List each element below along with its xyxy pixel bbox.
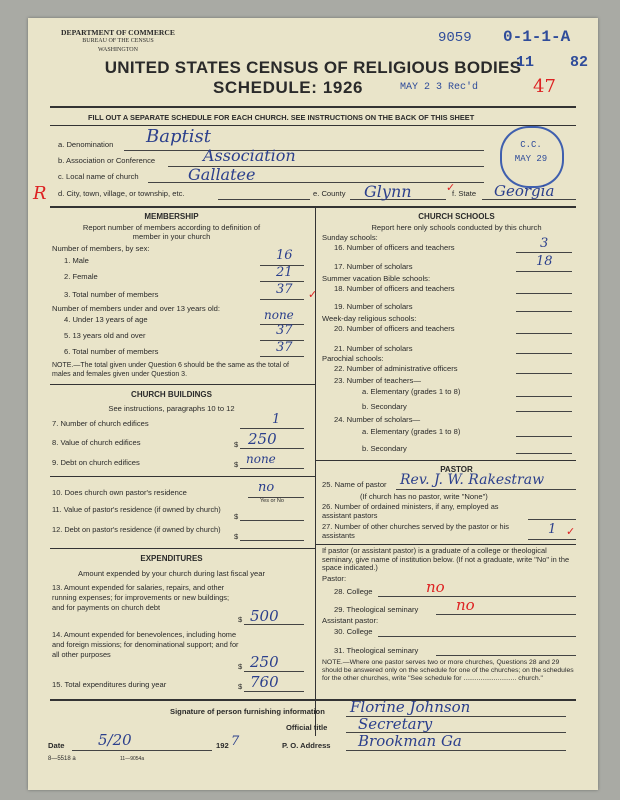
title-value: Secretary (358, 715, 433, 733)
q18-line (516, 293, 572, 294)
q28-value: no (426, 578, 445, 596)
denomination-value: Baptist (146, 126, 211, 147)
q11-dollar: $ (234, 512, 239, 521)
membership-heading: MEMBERSHIP (144, 212, 199, 221)
pastor-note: NOTE.—Where one pastor serves two or more churches, Questions 28 and 29 should be answered only on the schedule for one of the churches; on the schedules for the other churches, write "See schedule for ............................ church." (322, 659, 574, 682)
expenditures-rule (50, 548, 315, 549)
q5-label: 5. 13 years old and over (64, 331, 146, 340)
q9-label: 9. Debt on church edifices (52, 458, 140, 467)
membership-sub2: member in your church (132, 232, 211, 241)
q23b-line (516, 411, 572, 412)
date-value: 5/20 (98, 731, 132, 749)
form-number: 8—5518 a (48, 756, 76, 762)
q9-dollar: $ (234, 460, 239, 469)
q4-value: none (264, 308, 294, 322)
q11-label: 11. Value of pastor's residence (if owned by church) (52, 505, 221, 514)
footer-rule (50, 699, 576, 701)
print-number: 11—9054a (120, 756, 145, 762)
date-label: Date (48, 741, 65, 750)
sunday-label: Sunday schools: (322, 233, 378, 242)
q3-line (260, 299, 304, 300)
q23a-line (516, 396, 572, 397)
q1-value: 16 (276, 248, 293, 263)
bureau-name: BUREAU OF THE CENSUS (82, 38, 154, 44)
q14-value: 250 (250, 653, 279, 671)
q15-line (244, 691, 304, 692)
address-value: Brookman Ga (358, 732, 462, 750)
q2-value: 21 (276, 265, 293, 280)
city-name: WASHINGTON (98, 47, 138, 53)
q25-label: 25. Name of pastor (322, 480, 387, 489)
check-mark: ✓ (308, 289, 318, 301)
q27-line (528, 539, 576, 540)
q17-line (516, 271, 572, 272)
q10-yesno: Yes or No (260, 498, 284, 504)
red-mark-47: 47 (533, 76, 556, 97)
q26-label: 26. Number of ordained ministers, if any, employed as assistant pastors (322, 502, 499, 520)
q7-value: 1 (272, 412, 281, 427)
q2-label: 2. Female (64, 272, 98, 281)
q8-line (240, 448, 304, 449)
assistant-label: Assistant pastor: (322, 616, 379, 625)
q15-label: 15. Total expenditures during year (52, 680, 167, 689)
q16-line (516, 252, 572, 253)
city-line (218, 199, 310, 200)
section-rule (50, 206, 576, 208)
census-schedule-page (28, 18, 598, 790)
q3-label: 3. Total number of members (64, 290, 159, 299)
pastor-heading: PASTOR (440, 465, 473, 474)
signature-value: Florine Johnson (350, 698, 471, 716)
q10-value: no (258, 480, 275, 495)
q23b-label: b. Secondary (362, 402, 407, 411)
title-label: Official title (286, 723, 328, 732)
q27-value: 1 (548, 522, 557, 537)
q6-line (260, 356, 304, 357)
q29-value: no (456, 596, 475, 614)
q21-label: 21. Number of scholars (334, 344, 413, 353)
buildings-sub: See instructions, paragraphs 10 to 12 (108, 404, 235, 413)
membership-sub1: Report number of members according to definition of (82, 223, 261, 232)
q25-value: Rev. J. W. Rakestraw (400, 472, 545, 488)
summer-label: Summer vacation Bible schools: (322, 274, 431, 283)
q31-label: 31. Theological seminary (334, 646, 419, 655)
q24a-label: a. Elementary (grades 1 to 8) (362, 427, 461, 436)
year-label: 192 (216, 741, 229, 750)
q29-line (436, 614, 576, 615)
q9-value: none (246, 452, 276, 466)
q15-dollar: $ (238, 682, 243, 691)
q22-line (516, 373, 572, 374)
q8-label: 8. Value of church edifices (52, 438, 141, 447)
schools-rule (315, 460, 576, 461)
expenditures-sub: Amount expended by your church during last fiscal year (78, 569, 265, 578)
q22-label: 22. Number of administrative officers (334, 364, 458, 373)
q16-value: 3 (540, 236, 549, 251)
received-stamp: MAY 2 3 Rec'd (400, 82, 479, 93)
q24b-label: b. Secondary (362, 444, 407, 453)
q23a-label: a. Elementary (grades 1 to 8) (362, 387, 461, 396)
q19-line (516, 311, 572, 312)
q8-dollar: $ (234, 440, 239, 449)
expenditures-heading: EXPENDITURES (140, 554, 203, 563)
local-name-value: Gallatee (188, 165, 256, 184)
schools-heading: CHURCH SCHOOLS (418, 212, 495, 221)
q5-value: 37 (276, 323, 293, 338)
city-label: d. City, town, village, or township, etc. (58, 189, 185, 198)
q23-label: 23. Number of teachers— (334, 376, 421, 385)
q16-label: 16. Number of officers and teachers (334, 243, 455, 252)
by-sex-label: Number of members, by sex: (52, 244, 150, 253)
denomination-line (124, 150, 484, 151)
q20-line (516, 333, 572, 334)
membership-note: NOTE.—The total given under Question 6 should be the same as the total of males and females given under Question 3. (52, 362, 289, 378)
state-label: f. State (452, 189, 477, 198)
parochial-label: Parochial schools: (322, 354, 384, 363)
q24-label: 24. Number of scholars— (334, 415, 421, 424)
q28-line (378, 596, 576, 597)
check-mark: ✓ (446, 182, 456, 194)
state-value: Georgia (494, 182, 555, 200)
q14-dollar: $ (238, 662, 243, 671)
q14-line (244, 671, 304, 672)
q7-label: 7. Number of church edifices (52, 419, 149, 428)
instruction-rule (50, 125, 576, 126)
date-line (72, 750, 212, 751)
q14-label: 14. Amount expended for benevolences, including home and foreign missions; for denominational support; and for all other purposes (52, 630, 239, 659)
schools-sub: Report here only schools conducted by this church (371, 223, 542, 232)
q26-line (528, 519, 576, 520)
q25-sub: (If church has no pastor, write "None") (360, 492, 488, 501)
signature-label: Signature of person furnishing information (170, 707, 325, 716)
q25-line (396, 489, 576, 490)
buildings-rule (50, 476, 315, 477)
q1-label: 1. Male (64, 256, 89, 265)
q27-label: 27. Number of other churches served by the pastor or his assistants (322, 522, 509, 540)
red-mark-r: R (33, 183, 47, 204)
graduate-note: If pastor (or assistant pastor) is a graduate of a college or theological seminary, give name of institution below. (If not a graduate, write "No" in the space indicated.) (322, 546, 570, 572)
buildings-heading: CHURCH BUILDINGS (131, 390, 212, 399)
q31-line (436, 655, 576, 656)
association-label: b. Association or Conference (58, 156, 156, 165)
address-line (346, 750, 566, 751)
address-label: P. O. Address (282, 741, 331, 750)
pastor-rule (315, 544, 576, 545)
q29-label: 29. Theological seminary (334, 605, 419, 614)
cloud-stamp-text: C.C. MAY 29 (514, 140, 548, 164)
q30-label: 30. College (334, 627, 373, 636)
q18-label: 18. Number of officers and teachers (334, 284, 455, 293)
year-value: 7 (231, 734, 240, 749)
q30-line (378, 636, 576, 637)
q17-label: 17. Number of scholars (334, 262, 413, 271)
q24a-line (516, 436, 572, 437)
q20-label: 20. Number of officers and teachers (334, 324, 455, 333)
county-label: e. County (313, 189, 346, 198)
q12-line (240, 540, 304, 541)
membership-rule (50, 384, 315, 385)
q28-label: 28. College (334, 587, 373, 596)
q13-value: 500 (250, 607, 279, 625)
q17-value: 18 (536, 254, 553, 269)
local-name-label: c. Local name of church (58, 172, 139, 181)
q13-label: 13. Amount expended for salaries, repairs, and other running expenses; for improvements or new buildings; and for payments on church debt (52, 583, 230, 612)
header-rule (50, 106, 576, 108)
q10-label: 10. Does church own pastor's residence (52, 488, 187, 497)
q12-label: 12. Debt on pastor's residence (if owned by church) (52, 525, 221, 534)
dept-name: DEPARTMENT OF COMMERCE (61, 28, 175, 37)
q7-line (240, 428, 304, 429)
q11-line (240, 520, 304, 521)
county-value: Glynn (364, 182, 412, 201)
q6-value: 37 (276, 340, 293, 355)
q3-value: 37 (276, 282, 293, 297)
q4-label: 4. Under 13 years of age (64, 315, 148, 324)
stamp-code: 0-1-1-A (503, 28, 571, 46)
pastor-sub-label: Pastor: (322, 574, 347, 583)
q19-label: 19. Number of scholars (334, 302, 413, 311)
q9-line (240, 468, 304, 469)
denomination-label: a. Denomination (58, 140, 114, 149)
schedule-title: SCHEDULE: 1926 (212, 78, 364, 97)
instruction-line: FILL OUT A SEPARATE SCHEDULE FOR EACH CHURCH. SEE INSTRUCTIONS ON THE BACK OF THIS SHEET (88, 113, 475, 122)
q8-value: 250 (248, 430, 277, 448)
check-mark: ✓ (566, 526, 576, 538)
association-value: Association (203, 146, 296, 165)
page-title: UNITED STATES CENSUS OF RELIGIOUS BODIES (104, 58, 522, 77)
q13-dollar: $ (238, 615, 243, 624)
q6-label: 6. Total number of members (64, 347, 159, 356)
age-label: Number of members under and over 13 years old: (52, 304, 220, 313)
q24b-line (516, 453, 572, 454)
department-header (58, 28, 178, 55)
weekday-label: Week-day religious schools: (322, 314, 417, 323)
q15-value: 760 (250, 673, 279, 691)
stamp-number: 9059 (438, 30, 472, 46)
q21-line (516, 353, 572, 354)
q12-dollar: $ (234, 532, 239, 541)
stamp-nums: 11 82 (516, 54, 589, 71)
